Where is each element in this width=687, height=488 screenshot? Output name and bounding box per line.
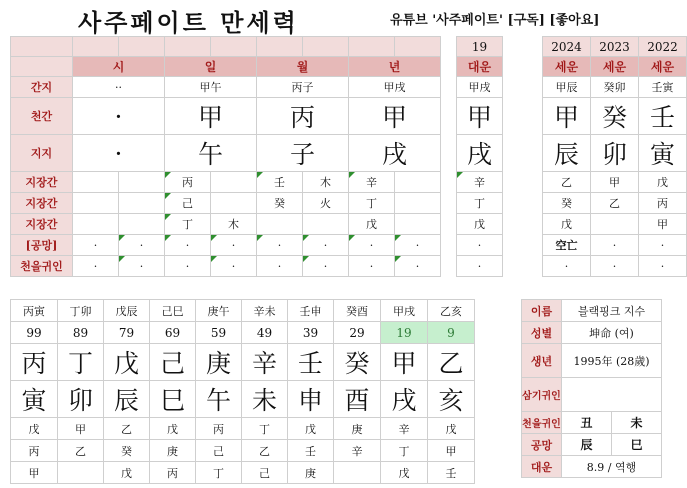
gongmang-value: 辰 <box>562 434 612 456</box>
cell <box>73 172 119 193</box>
cell <box>73 214 119 235</box>
gongmang-cell: · <box>165 235 211 256</box>
daeun-jijanggan-cell: 丁 <box>242 418 288 440</box>
daeun-gan-cell: 丙 <box>11 344 58 381</box>
row-label-jijanggan: 지장간 <box>11 214 73 235</box>
daeun-jijanggan-cell: 戊 <box>428 418 475 440</box>
jijanggan-cell: 丁 <box>165 214 211 235</box>
cell <box>257 37 303 57</box>
daeun-age-cell: 59 <box>196 322 242 344</box>
daeun-jijanggan-cell: 乙 <box>242 440 288 462</box>
daeun-jijanggan-cell: 戊 <box>11 418 58 440</box>
daeun-jijanggan-cell: 甲 <box>58 418 104 440</box>
daeun-age-cell: 39 <box>288 322 334 344</box>
pillar-header-il: 일 <box>165 57 257 77</box>
daeun-jijanggan: 丁 <box>457 193 503 214</box>
gongmang-cell: · <box>119 235 165 256</box>
birth-label: 생년 <box>522 344 562 378</box>
daeun-ganji-cell: 乙亥 <box>428 300 475 322</box>
daeun-jijanggan-cell: 壬 <box>288 440 334 462</box>
row-label-jijanggan: 지장간 <box>11 193 73 214</box>
jijanggan-cell: 癸 <box>257 193 303 214</box>
gender-value: 坤命 (여) <box>562 322 662 344</box>
seun-cheongan: 甲 <box>543 98 591 135</box>
seun-jijanggan: 戊 <box>639 172 687 193</box>
daeun-ji-cell: 寅 <box>11 381 58 418</box>
daeun-jijanggan-cell: 辛 <box>381 418 428 440</box>
info-panel <box>521 299 662 478</box>
cheoneul-cell: · <box>165 256 211 277</box>
row-label-cheoneul: 천을귀인 <box>11 256 73 277</box>
cell <box>73 37 119 57</box>
seun-jijanggan: 甲 <box>639 214 687 235</box>
cheoneul-label: 천을귀인 <box>522 412 562 434</box>
ganji-cell: 甲午 <box>165 77 257 98</box>
daeun-jiji: 戌 <box>457 135 503 172</box>
seun-header: 세운 <box>591 57 639 77</box>
daeun-jijanggan-cell: 己 <box>196 440 242 462</box>
pillar-header-wol: 월 <box>257 57 349 77</box>
jijanggan-cell: 木 <box>303 172 349 193</box>
daeun-jijanggan-cell: 辛 <box>334 440 381 462</box>
daeun-gongmang: · <box>457 235 503 256</box>
daeun-jijanggan-cell: 庚 <box>288 462 334 484</box>
daeun-jijanggan-cell: 戊 <box>288 418 334 440</box>
daeun-header: 대운 <box>457 57 503 77</box>
cell <box>165 37 211 57</box>
seun-jijanggan: 甲 <box>591 172 639 193</box>
daeun-ji-cell: 未 <box>242 381 288 418</box>
daeun-ji-cell: 辰 <box>104 381 150 418</box>
seun-cheongan: 癸 <box>591 98 639 135</box>
seun-jiji: 寅 <box>639 135 687 172</box>
birth-value: 1995年 (28歲) <box>562 344 662 378</box>
daeun-jijanggan-cell: 丁 <box>381 440 428 462</box>
daeun-ganji-cell: 丁卯 <box>58 300 104 322</box>
daeun-jijanggan-cell: 戊 <box>150 418 196 440</box>
row-label-cheongan: 천간 <box>11 98 73 135</box>
cheoneul-cell: · <box>119 256 165 277</box>
daeun-gan-cell: 壬 <box>288 344 334 381</box>
seun-gongmang: · <box>591 235 639 256</box>
daeun-jijanggan-cell: 丙 <box>150 462 196 484</box>
saju-pillar-table <box>10 36 687 277</box>
jiji-cell: 子 <box>257 135 349 172</box>
daeun-ji-cell: 酉 <box>334 381 381 418</box>
seun-header: 세운 <box>543 57 591 77</box>
gongmang-cell: · <box>73 235 119 256</box>
seun-cheoneul: · <box>591 256 639 277</box>
cell <box>303 37 349 57</box>
jiji-cell: 戌 <box>349 135 441 172</box>
row-label-gongmang: [공망] <box>11 235 73 256</box>
pillar-header-si: 시 <box>73 57 165 77</box>
row-label-ganji: 간지 <box>11 77 73 98</box>
daeun-gan-cell: 辛 <box>242 344 288 381</box>
daeun-jijanggan-cell: 己 <box>242 462 288 484</box>
jijanggan-cell: 戊 <box>349 214 395 235</box>
daeun-ganji-cell: 辛未 <box>242 300 288 322</box>
daeun-jijanggan-cell: 壬 <box>428 462 475 484</box>
seun-jiji: 卯 <box>591 135 639 172</box>
daeun-gan-cell: 乙 <box>428 344 475 381</box>
cell <box>211 193 257 214</box>
cell <box>257 214 303 235</box>
seun-year: 2023 <box>591 37 639 57</box>
cheoneul-cell: · <box>73 256 119 277</box>
cheoneul-cell: · <box>303 256 349 277</box>
daeun-ji-cell: 卯 <box>58 381 104 418</box>
seun-ganji: 癸卯 <box>591 77 639 98</box>
jijanggan-cell: 木 <box>211 214 257 235</box>
pillar-header-nyeon: 년 <box>349 57 441 77</box>
ganji-cell: 丙子 <box>257 77 349 98</box>
daeun-jijanggan-cell: 甲 <box>428 440 475 462</box>
daeun-jijanggan-cell: 庚 <box>334 418 381 440</box>
seun-jijanggan: 乙 <box>591 193 639 214</box>
daeun-jijanggan-cell: 丁 <box>196 462 242 484</box>
gender-label: 성별 <box>522 322 562 344</box>
seun-ganji: 壬寅 <box>639 77 687 98</box>
seun-cheongan: 壬 <box>639 98 687 135</box>
gongmang-label: 공망 <box>522 434 562 456</box>
daeun-cheongan: 甲 <box>457 98 503 135</box>
cell <box>119 172 165 193</box>
jijanggan-cell: 丙 <box>165 172 211 193</box>
cheongan-cell: 丙 <box>257 98 349 135</box>
cell <box>303 214 349 235</box>
daeun-jijanggan-cell: 庚 <box>150 440 196 462</box>
daeun-ji-cell: 申 <box>288 381 334 418</box>
daeun-cheoneul: · <box>457 256 503 277</box>
gongmang-cell: · <box>257 235 303 256</box>
seun-jiji: 辰 <box>543 135 591 172</box>
cheongan-cell: · <box>73 98 165 135</box>
cell <box>395 37 441 57</box>
daeun-ganji-cell: 戊辰 <box>104 300 150 322</box>
seun-gongmang: 空亡 <box>543 235 591 256</box>
cell <box>591 214 639 235</box>
daeun-table <box>10 299 475 484</box>
daeun-age-cell: 89 <box>58 322 104 344</box>
ganji-cell: ·· <box>73 77 165 98</box>
daeun-jijanggan-cell: 丙 <box>196 418 242 440</box>
seun-jijanggan: 乙 <box>543 172 591 193</box>
daeun-number: 19 <box>457 37 503 57</box>
daeun-jijanggan-cell: 癸 <box>104 440 150 462</box>
daeun-age-cell: 49 <box>242 322 288 344</box>
cheongan-cell: 甲 <box>165 98 257 135</box>
daeun-jijanggan-cell: 丙 <box>11 440 58 462</box>
daeun-ji-cell: 戌 <box>381 381 428 418</box>
cell <box>119 37 165 57</box>
gongmang-cell: · <box>303 235 349 256</box>
seun-jijanggan: 戊 <box>543 214 591 235</box>
daeun-jijanggan-cell: 戊 <box>381 462 428 484</box>
seun-gongmang: · <box>639 235 687 256</box>
daeun-ganji-cell: 丙寅 <box>11 300 58 322</box>
cell <box>119 214 165 235</box>
cheoneul-cell: · <box>211 256 257 277</box>
daeun-ganji: 甲戌 <box>457 77 503 98</box>
cell <box>395 193 441 214</box>
seun-header: 세운 <box>639 57 687 77</box>
daeun-gan-cell: 丁 <box>58 344 104 381</box>
daeun-ganji-cell: 壬申 <box>288 300 334 322</box>
daeun-ganji-cell: 己巳 <box>150 300 196 322</box>
jijanggan-cell: 火 <box>303 193 349 214</box>
daeun-ji-cell: 午 <box>196 381 242 418</box>
daeun-age-cell: 9 <box>428 322 475 344</box>
seun-jijanggan: 丙 <box>639 193 687 214</box>
jijanggan-cell: 丁 <box>349 193 395 214</box>
daeun-jijanggan-cell: 乙 <box>104 418 150 440</box>
daeun-jijanggan-cell <box>58 462 104 484</box>
cell <box>11 37 73 57</box>
daeun-ganji-cell: 癸酉 <box>334 300 381 322</box>
jijanggan-cell: 壬 <box>257 172 303 193</box>
cell <box>395 172 441 193</box>
seun-year: 2024 <box>543 37 591 57</box>
daeun-gan-cell: 己 <box>150 344 196 381</box>
name-label: 이름 <box>522 300 562 322</box>
daeun-age-cell: 79 <box>104 322 150 344</box>
daeun-jijanggan-cell: 乙 <box>58 440 104 462</box>
cell <box>395 214 441 235</box>
daeun-age-cell: 19 <box>381 322 428 344</box>
gongmang-cell: · <box>211 235 257 256</box>
seun-ganji: 甲辰 <box>543 77 591 98</box>
daeun-jijanggan: 戊 <box>457 214 503 235</box>
daeun-age-cell: 99 <box>11 322 58 344</box>
daeun-gan-cell: 癸 <box>334 344 381 381</box>
cheoneul-value: 丑 <box>562 412 612 434</box>
jiji-cell: 午 <box>165 135 257 172</box>
daeun-ji-cell: 巳 <box>150 381 196 418</box>
cell <box>11 57 73 77</box>
seun-year: 2022 <box>639 37 687 57</box>
daeun-info-value: 8.9 / 역행 <box>562 456 662 478</box>
row-label-jijanggan: 지장간 <box>11 172 73 193</box>
daeun-info-label: 대운 <box>522 456 562 478</box>
gongmang-value: 巳 <box>612 434 662 456</box>
cheoneul-value: 未 <box>612 412 662 434</box>
cheoneul-cell: · <box>395 256 441 277</box>
seun-jijanggan: 癸 <box>543 193 591 214</box>
cell <box>211 172 257 193</box>
daeun-ganji-cell: 庚午 <box>196 300 242 322</box>
cell <box>73 193 119 214</box>
ganji-cell: 甲戌 <box>349 77 441 98</box>
samgi-value <box>562 378 662 412</box>
gongmang-cell: · <box>349 235 395 256</box>
samgi-label: 삼기귀인 <box>522 378 562 412</box>
seun-cheoneul: · <box>543 256 591 277</box>
name-value: 블랙핑크 지수 <box>562 300 662 322</box>
seun-cheoneul: · <box>639 256 687 277</box>
cheoneul-cell: · <box>349 256 395 277</box>
daeun-ganji-cell: 甲戌 <box>381 300 428 322</box>
cell <box>211 37 257 57</box>
daeun-jijanggan-cell: 戊 <box>104 462 150 484</box>
daeun-ji-cell: 亥 <box>428 381 475 418</box>
daeun-gan-cell: 庚 <box>196 344 242 381</box>
daeun-gan-cell: 戊 <box>104 344 150 381</box>
jiji-cell: · <box>73 135 165 172</box>
daeun-age-cell: 69 <box>150 322 196 344</box>
daeun-gan-cell: 甲 <box>381 344 428 381</box>
daeun-jijanggan-cell <box>334 462 381 484</box>
gongmang-cell: · <box>395 235 441 256</box>
youtube-banner: 유튜브 '사주페이트' [구독] [좋아요] <box>390 13 600 28</box>
page-title: 사주페이트 만세력 <box>78 8 299 37</box>
cell <box>119 193 165 214</box>
cheongan-cell: 甲 <box>349 98 441 135</box>
daeun-jijanggan-cell: 甲 <box>11 462 58 484</box>
cheoneul-cell: · <box>257 256 303 277</box>
jijanggan-cell: 己 <box>165 193 211 214</box>
daeun-jijanggan: 辛 <box>457 172 503 193</box>
daeun-age-cell: 29 <box>334 322 381 344</box>
jijanggan-cell: 辛 <box>349 172 395 193</box>
row-label-jiji: 지지 <box>11 135 73 172</box>
cell <box>349 37 395 57</box>
